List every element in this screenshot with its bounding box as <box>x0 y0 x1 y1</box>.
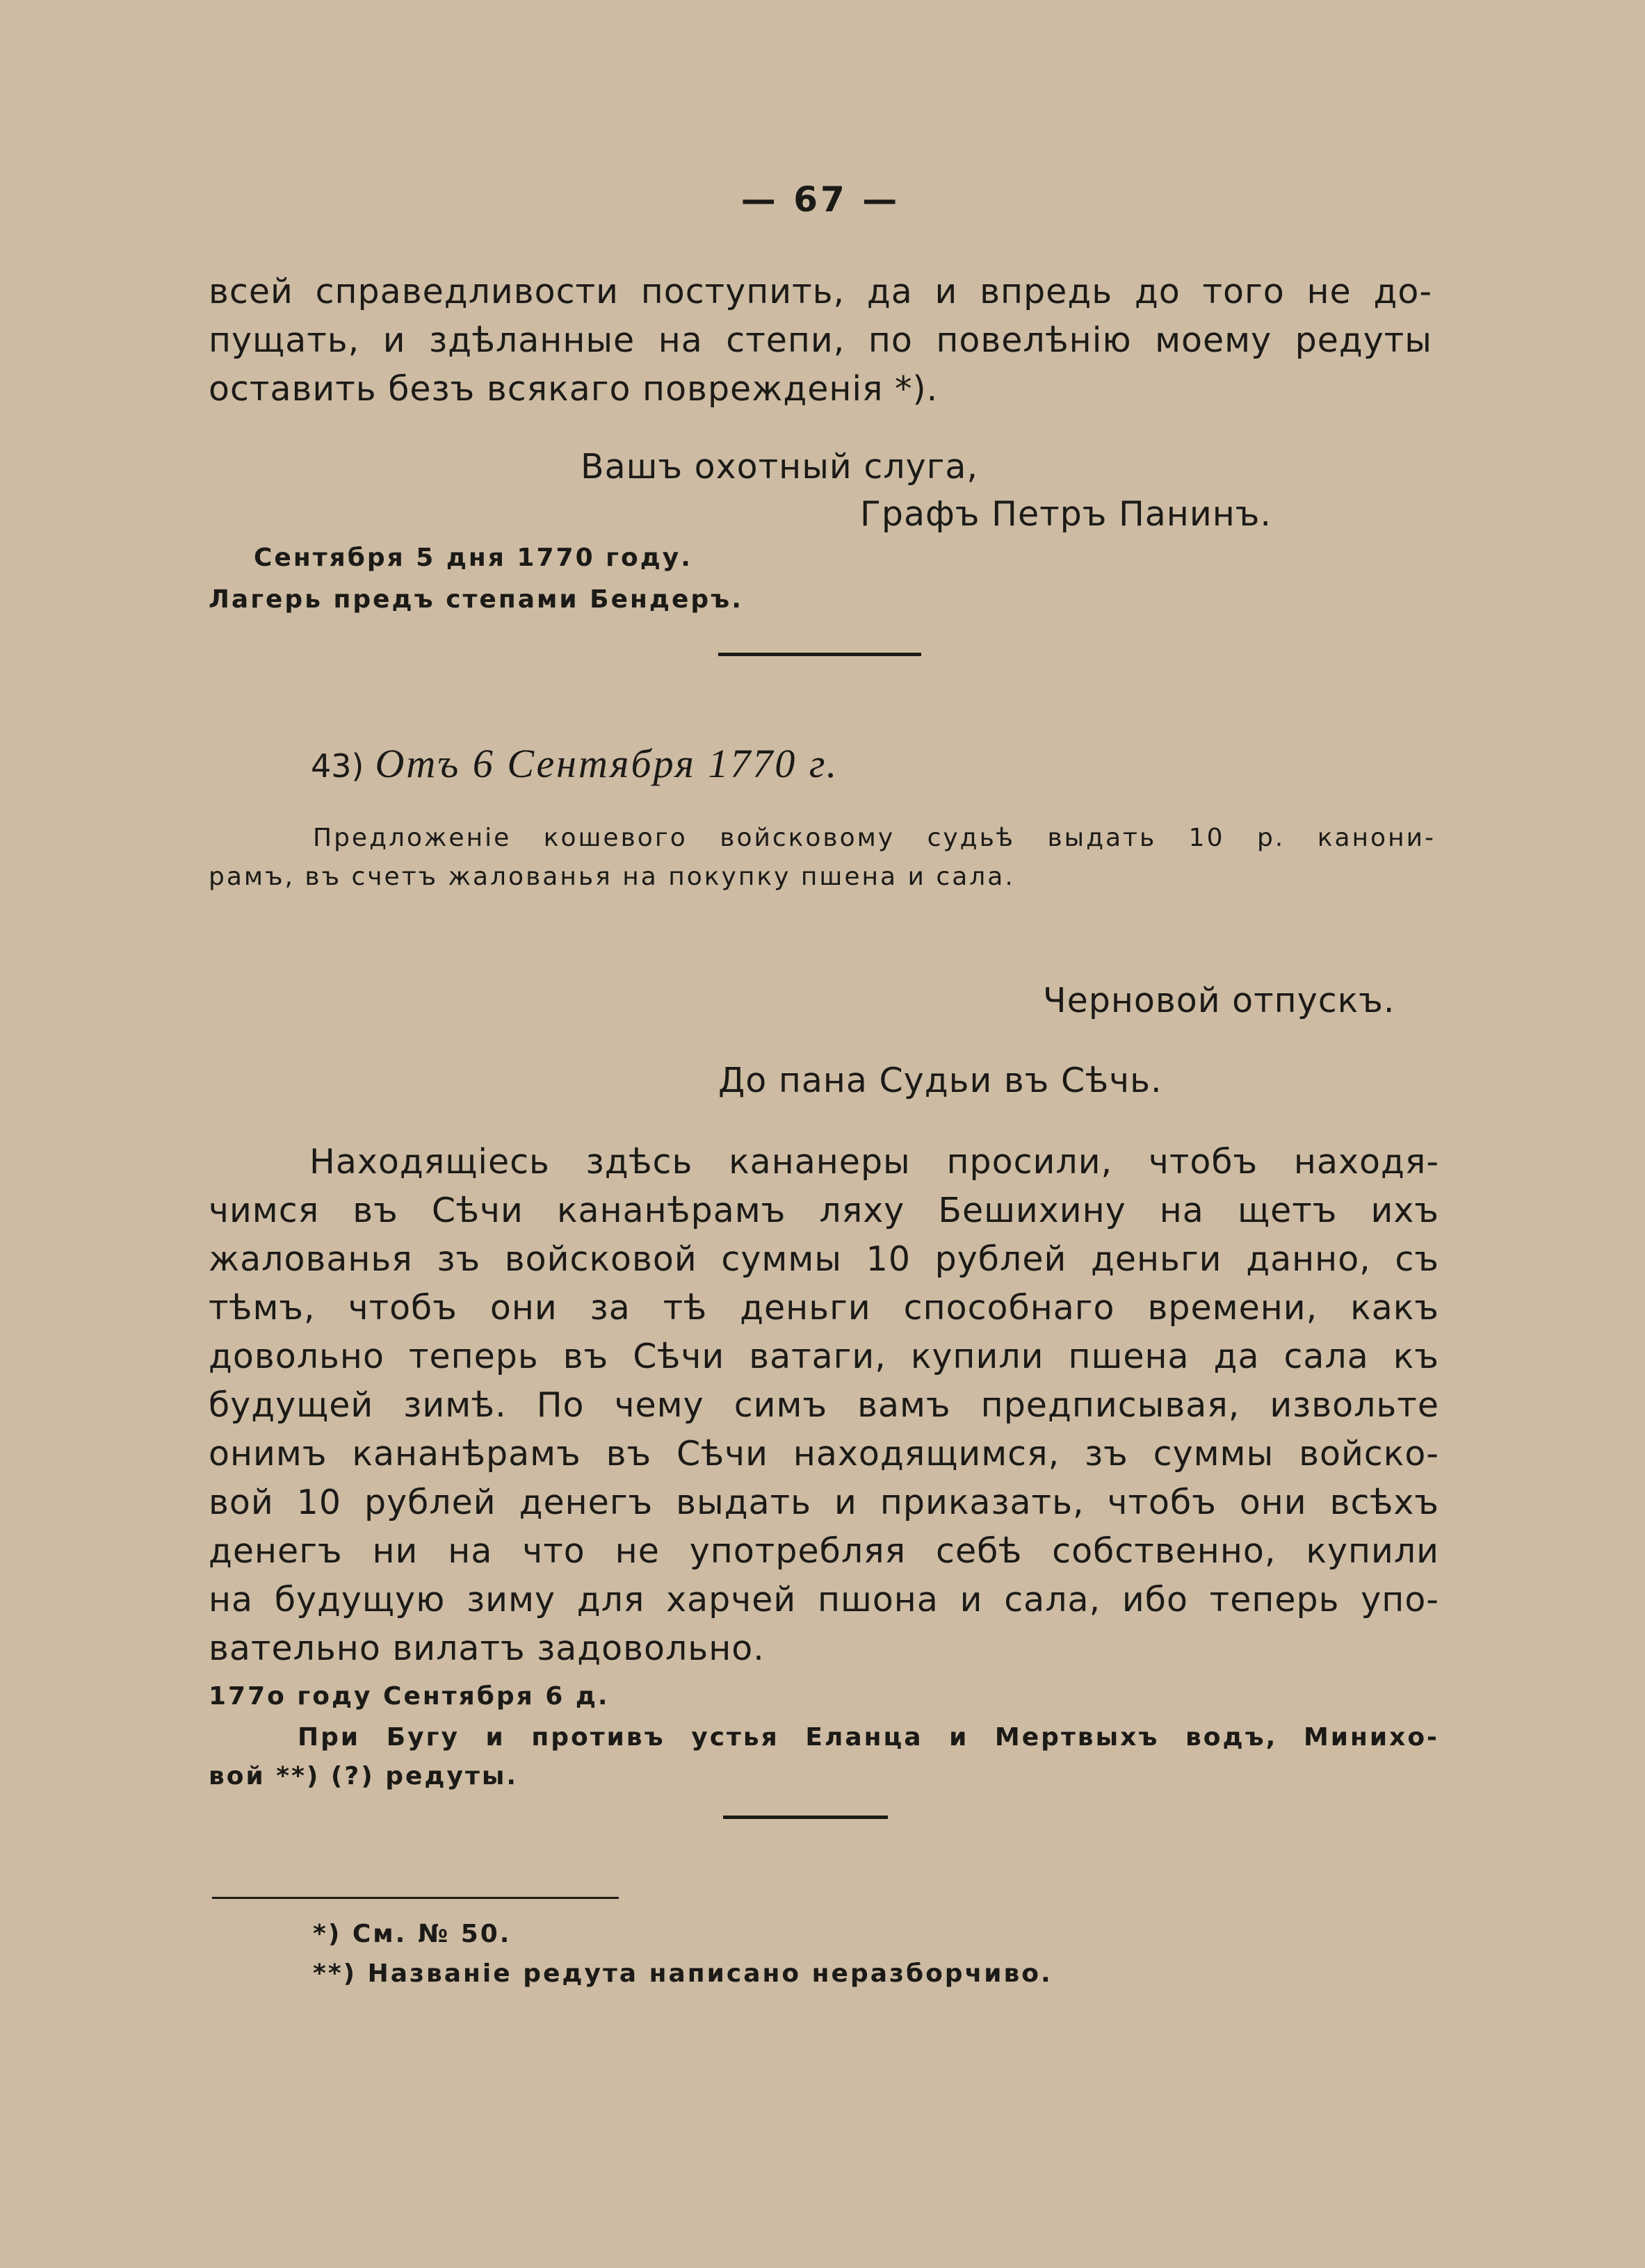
paragraph-line: пущать, и здѣланные на степи, по повелѣнію моему редуты <box>209 320 1432 360</box>
summary-line: Предложеніе кошевого войсковому судьѣ выдать 10 р. канони- <box>313 824 1436 852</box>
location-line: При Бугу и противъ устья Еланца и Мертвыхъ водъ, Минихо- <box>298 1723 1439 1752</box>
paragraph-line: всей справедливости поступить, да и впредь до того не до- <box>209 272 1432 311</box>
letter-date: 177о году Сентября 6 д. <box>209 1682 610 1711</box>
signature-date: Сентября 5 дня 1770 году. <box>254 544 692 572</box>
document-heading <box>311 740 838 787</box>
draft-label: Черновой отпускъ. <box>1043 981 1395 1020</box>
page-number: — 67 — <box>740 179 900 220</box>
letter-address: До пана Судьи въ Сѣчь. <box>718 1061 1162 1100</box>
letter-location <box>209 1718 1439 1796</box>
signature-place: Лагерь предъ степами Бендеръ. <box>209 585 743 614</box>
summary-line: рамъ, въ счетъ жалованья на покупку пшена и сала. <box>209 863 1015 891</box>
document-title: Отъ 6 Сентября 1770 г. <box>375 741 839 786</box>
body-line: будущей зимѣ. По чему симъ вамъ предписывая, извольте <box>209 1385 1439 1425</box>
body-line: онимъ кананѣрамъ въ Сѣчи находящимся, зъ суммы войско- <box>209 1434 1439 1474</box>
body-line: денегъ ни на что не употребляя себѣ собственно, купили <box>209 1531 1439 1571</box>
body-line: чимся въ Сѣчи кананѣрамъ ляху Бешихину на щетъ ихъ <box>209 1191 1439 1230</box>
body-line: вательно вилатъ задовольно. <box>209 1629 765 1668</box>
location-line: вой **) (?) редуты. <box>209 1762 519 1790</box>
body-line: довольно теперь въ Сѣчи ватаги, купили пшена да сала къ <box>209 1337 1439 1376</box>
opening-paragraph <box>209 268 1432 414</box>
footnote-rule <box>212 1897 619 1899</box>
letter-body <box>209 1138 1439 1673</box>
footnote: **) Названіе редута написано неразборчиво. <box>313 1959 1053 1988</box>
body-line: жалованья зъ войсковой суммы 10 рублей деньги данно, съ <box>209 1239 1439 1279</box>
section-divider <box>718 653 921 656</box>
paragraph-line: оставить безъ всякаго поврежденія *). <box>209 369 939 409</box>
body-line: на будущую зиму для харчей пшона и сала, ибо теперь упо- <box>209 1580 1439 1620</box>
body-line: Находящіесь здѣсь кананеры просили, чтобъ находя- <box>309 1142 1439 1182</box>
body-line: вой 10 рублей денегъ выдать и приказать, чтобъ они всѣхъ <box>209 1483 1439 1522</box>
signature-name: Графъ Петръ Панинъ. <box>860 494 1272 534</box>
signature-closing: Вашъ охотный слуга, <box>581 447 978 487</box>
footnote: *) См. № 50. <box>313 1920 512 1948</box>
section-divider <box>723 1816 888 1819</box>
document-summary <box>209 819 1436 897</box>
body-line: тѣмъ, чтобъ они за тѣ деньги способнаго времени, какъ <box>209 1288 1439 1328</box>
document-number: 43) <box>311 747 364 785</box>
